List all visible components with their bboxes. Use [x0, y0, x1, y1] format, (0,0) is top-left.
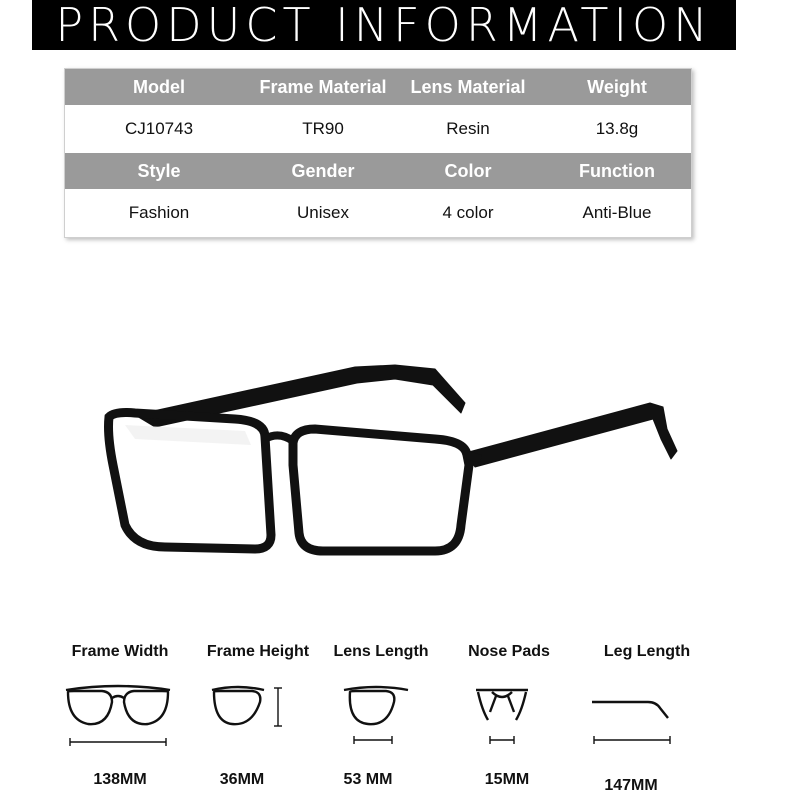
measure-value-nose-pads: 15MM: [484, 771, 530, 788]
spec-header-row-1: [65, 69, 691, 105]
measure-label-lens-length: Lens Length: [333, 643, 429, 660]
spec-header-frame-material: Frame Material: [259, 76, 387, 97]
measure-label-nose-pads: Nose Pads: [468, 643, 550, 660]
spec-value-weight: 13.8g: [595, 119, 639, 138]
spec-value-gender: Unisex: [297, 203, 349, 222]
spec-value-function: Anti-Blue: [582, 203, 652, 222]
spec-header-color: Color: [444, 160, 492, 181]
measure-value-frame-height: 36MM: [219, 771, 265, 788]
spec-value-model: CJ10743: [124, 119, 194, 138]
spec-header-gender: Gender: [291, 160, 355, 181]
spec-header-function: Function: [579, 160, 655, 181]
spec-header-model: Model: [133, 76, 185, 97]
spec-value-frame-material: TR90: [302, 119, 344, 138]
product-information-banner: [32, 0, 736, 50]
spec-header-style: Style: [137, 160, 181, 181]
spec-value-color: 4 color: [442, 203, 494, 222]
measure-value-lens-length: 53 MM: [343, 771, 393, 788]
frame-height-icon: [208, 680, 288, 750]
leg-length-icon: [590, 680, 674, 750]
frame-width-icon: [62, 680, 174, 750]
spec-value-row-1: [65, 105, 691, 153]
lens-length-icon: [342, 680, 412, 750]
spec-header-row-2: [65, 153, 691, 189]
spec-table: [64, 68, 692, 238]
measure-value-leg-length: 147MM: [604, 777, 658, 794]
measure-value-frame-width: 138MM: [93, 771, 147, 788]
spec-value-style: Fashion: [128, 203, 190, 222]
spec-value-lens-material: Resin: [446, 119, 490, 138]
measure-label-frame-width: Frame Width: [71, 643, 169, 660]
spec-header-weight: Weight: [587, 76, 647, 97]
spec-header-lens-material: Lens Material: [410, 76, 526, 97]
spec-value-row-2: [65, 189, 691, 237]
measure-label-leg-length: Leg Length: [603, 643, 691, 660]
measure-label-frame-height: Frame Height: [206, 643, 310, 660]
eyeglasses-product-image: [95, 355, 685, 575]
banner-title: PRODUCT INFORMATION: [55, 0, 713, 50]
nose-pads-icon: [474, 680, 530, 750]
